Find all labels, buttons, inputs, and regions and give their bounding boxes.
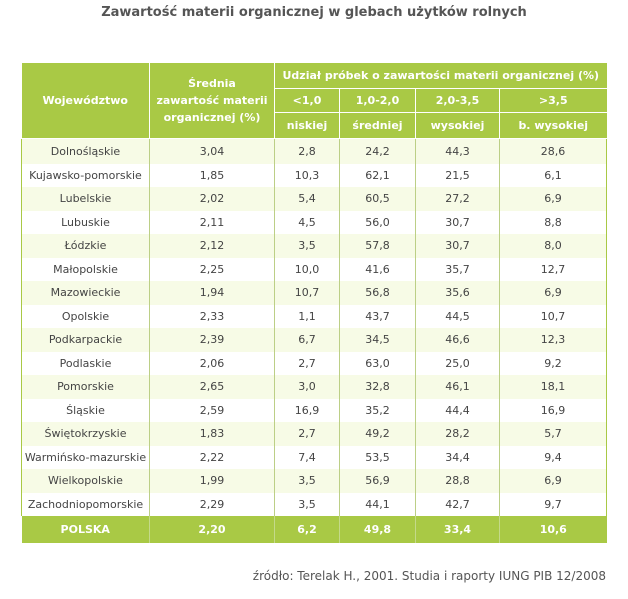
table-row xyxy=(22,399,607,423)
cell-voivodeship: Podkarpackie xyxy=(22,328,150,352)
cell-medium: 44,1 xyxy=(340,493,416,517)
cell-high: 21,5 xyxy=(416,164,500,188)
cell-average: 2,22 xyxy=(150,446,275,470)
cell-average: 1,85 xyxy=(150,164,275,188)
cell-very-high: 6,9 xyxy=(500,281,607,305)
cell-voivodeship: Warmińsko-mazurskie xyxy=(22,446,150,470)
cell-total-low: 6,2 xyxy=(275,516,340,543)
cell-average: 2,12 xyxy=(150,234,275,258)
header-level-4: b. wysokiej xyxy=(500,113,607,139)
cell-average: 2,06 xyxy=(150,352,275,376)
cell-low: 3,5 xyxy=(275,493,340,517)
cell-medium: 41,6 xyxy=(340,258,416,282)
cell-voivodeship: Podlaskie xyxy=(22,352,150,376)
table-row xyxy=(22,139,607,164)
cell-low: 2,7 xyxy=(275,352,340,376)
cell-low: 4,5 xyxy=(275,211,340,235)
cell-very-high: 12,7 xyxy=(500,258,607,282)
cell-medium: 43,7 xyxy=(340,305,416,329)
cell-medium: 56,9 xyxy=(340,469,416,493)
table-row xyxy=(22,211,607,235)
table-row xyxy=(22,281,607,305)
cell-medium: 34,5 xyxy=(340,328,416,352)
table-footer xyxy=(22,516,607,543)
cell-high: 44,4 xyxy=(416,399,500,423)
table-row xyxy=(22,375,607,399)
cell-total-very-high: 10,6 xyxy=(500,516,607,543)
cell-average: 2,25 xyxy=(150,258,275,282)
cell-very-high: 8,0 xyxy=(500,234,607,258)
cell-medium: 57,8 xyxy=(340,234,416,258)
cell-very-high: 6,9 xyxy=(500,187,607,211)
cell-voivodeship: Dolnośląskie xyxy=(22,139,150,164)
header-range-2: 1,0-2,0 xyxy=(340,88,416,113)
cell-average: 2,33 xyxy=(150,305,275,329)
table-row xyxy=(22,469,607,493)
cell-high: 34,4 xyxy=(416,446,500,470)
cell-very-high: 5,7 xyxy=(500,422,607,446)
cell-high: 30,7 xyxy=(416,234,500,258)
cell-average: 2,02 xyxy=(150,187,275,211)
cell-high: 30,7 xyxy=(416,211,500,235)
table-row xyxy=(22,493,607,517)
cell-low: 3,0 xyxy=(275,375,340,399)
header-voivodeship: Województwo xyxy=(22,63,150,139)
header-average-label: Średnia zawartość materii organicznej (%) xyxy=(156,77,268,124)
cell-medium: 62,1 xyxy=(340,164,416,188)
cell-voivodeship: Pomorskie xyxy=(22,375,150,399)
cell-very-high: 9,2 xyxy=(500,352,607,376)
cell-low: 3,5 xyxy=(275,234,340,258)
organic-matter-table xyxy=(21,63,607,543)
cell-low: 6,7 xyxy=(275,328,340,352)
cell-very-high: 18,1 xyxy=(500,375,607,399)
cell-high: 46,6 xyxy=(416,328,500,352)
cell-total-average: 2,20 xyxy=(150,516,275,543)
cell-low: 1,1 xyxy=(275,305,340,329)
table-row xyxy=(22,258,607,282)
cell-medium: 24,2 xyxy=(340,139,416,164)
cell-medium: 49,2 xyxy=(340,422,416,446)
cell-very-high: 9,4 xyxy=(500,446,607,470)
cell-average: 2,59 xyxy=(150,399,275,423)
cell-average: 2,29 xyxy=(150,493,275,517)
cell-low: 10,3 xyxy=(275,164,340,188)
cell-voivodeship: Śląskie xyxy=(22,399,150,423)
cell-high: 35,6 xyxy=(416,281,500,305)
header-level-2: średniej xyxy=(340,113,416,139)
table-row xyxy=(22,234,607,258)
cell-voivodeship: Świętokrzyskie xyxy=(22,422,150,446)
cell-high: 35,7 xyxy=(416,258,500,282)
cell-low: 5,4 xyxy=(275,187,340,211)
cell-medium: 32,8 xyxy=(340,375,416,399)
cell-high: 42,7 xyxy=(416,493,500,517)
cell-average: 2,65 xyxy=(150,375,275,399)
cell-high: 44,5 xyxy=(416,305,500,329)
cell-voivodeship: Opolskie xyxy=(22,305,150,329)
cell-low: 7,4 xyxy=(275,446,340,470)
cell-low: 10,7 xyxy=(275,281,340,305)
cell-very-high: 9,7 xyxy=(500,493,607,517)
cell-very-high: 16,9 xyxy=(500,399,607,423)
table-row xyxy=(22,187,607,211)
header-average xyxy=(150,63,275,139)
cell-voivodeship: Zachodniopomorskie xyxy=(22,493,150,517)
cell-high: 28,8 xyxy=(416,469,500,493)
cell-high: 28,2 xyxy=(416,422,500,446)
cell-very-high: 12,3 xyxy=(500,328,607,352)
cell-high: 46,1 xyxy=(416,375,500,399)
cell-low: 2,8 xyxy=(275,139,340,164)
header-range-3: 2,0-3,5 xyxy=(416,88,500,113)
table-row xyxy=(22,328,607,352)
organic-matter-table-container xyxy=(21,63,606,543)
cell-voivodeship: Wielkopolskie xyxy=(22,469,150,493)
cell-average: 2,39 xyxy=(150,328,275,352)
cell-average: 3,04 xyxy=(150,139,275,164)
header-range-1: <1,0 xyxy=(275,88,340,113)
cell-average: 1,94 xyxy=(150,281,275,305)
header-level-1: niskiej xyxy=(275,113,340,139)
cell-medium: 35,2 xyxy=(340,399,416,423)
cell-voivodeship: Mazowieckie xyxy=(22,281,150,305)
cell-medium: 53,5 xyxy=(340,446,416,470)
cell-very-high: 8,8 xyxy=(500,211,607,235)
cell-medium: 56,0 xyxy=(340,211,416,235)
cell-voivodeship: Lubuskie xyxy=(22,211,150,235)
cell-very-high: 28,6 xyxy=(500,139,607,164)
cell-voivodeship: Łódzkie xyxy=(22,234,150,258)
cell-low: 10,0 xyxy=(275,258,340,282)
header-level-3: wysokiej xyxy=(416,113,500,139)
total-row xyxy=(22,516,607,543)
cell-high: 44,3 xyxy=(416,139,500,164)
header-range-4: >3,5 xyxy=(500,88,607,113)
source-note: źródło: Terelak H., 2001. Studia i raporty IUNG PIB 12/2008 xyxy=(252,569,606,583)
table-row xyxy=(22,422,607,446)
cell-high: 27,2 xyxy=(416,187,500,211)
cell-total-high: 33,4 xyxy=(416,516,500,543)
cell-low: 3,5 xyxy=(275,469,340,493)
cell-low: 16,9 xyxy=(275,399,340,423)
cell-total-name: POLSKA xyxy=(22,516,150,543)
table-row xyxy=(22,352,607,376)
cell-voivodeship: Lubelskie xyxy=(22,187,150,211)
table-header xyxy=(22,63,607,139)
cell-very-high: 10,7 xyxy=(500,305,607,329)
table-row xyxy=(22,305,607,329)
cell-voivodeship: Małopolskie xyxy=(22,258,150,282)
cell-medium: 63,0 xyxy=(340,352,416,376)
cell-medium: 60,5 xyxy=(340,187,416,211)
cell-average: 1,83 xyxy=(150,422,275,446)
table-row xyxy=(22,446,607,470)
cell-average: 2,11 xyxy=(150,211,275,235)
cell-very-high: 6,1 xyxy=(500,164,607,188)
table-body xyxy=(22,139,607,517)
header-share-group: Udział próbek o zawartości materii organicznej (%) xyxy=(275,63,607,88)
cell-voivodeship: Kujawsko-pomorskie xyxy=(22,164,150,188)
cell-high: 25,0 xyxy=(416,352,500,376)
table-title: Zawartość materii organicznej w glebach użytków rolnych xyxy=(101,5,527,20)
cell-medium: 56,8 xyxy=(340,281,416,305)
cell-very-high: 6,9 xyxy=(500,469,607,493)
cell-total-medium: 49,8 xyxy=(340,516,416,543)
cell-average: 1,99 xyxy=(150,469,275,493)
cell-low: 2,7 xyxy=(275,422,340,446)
table-row xyxy=(22,164,607,188)
